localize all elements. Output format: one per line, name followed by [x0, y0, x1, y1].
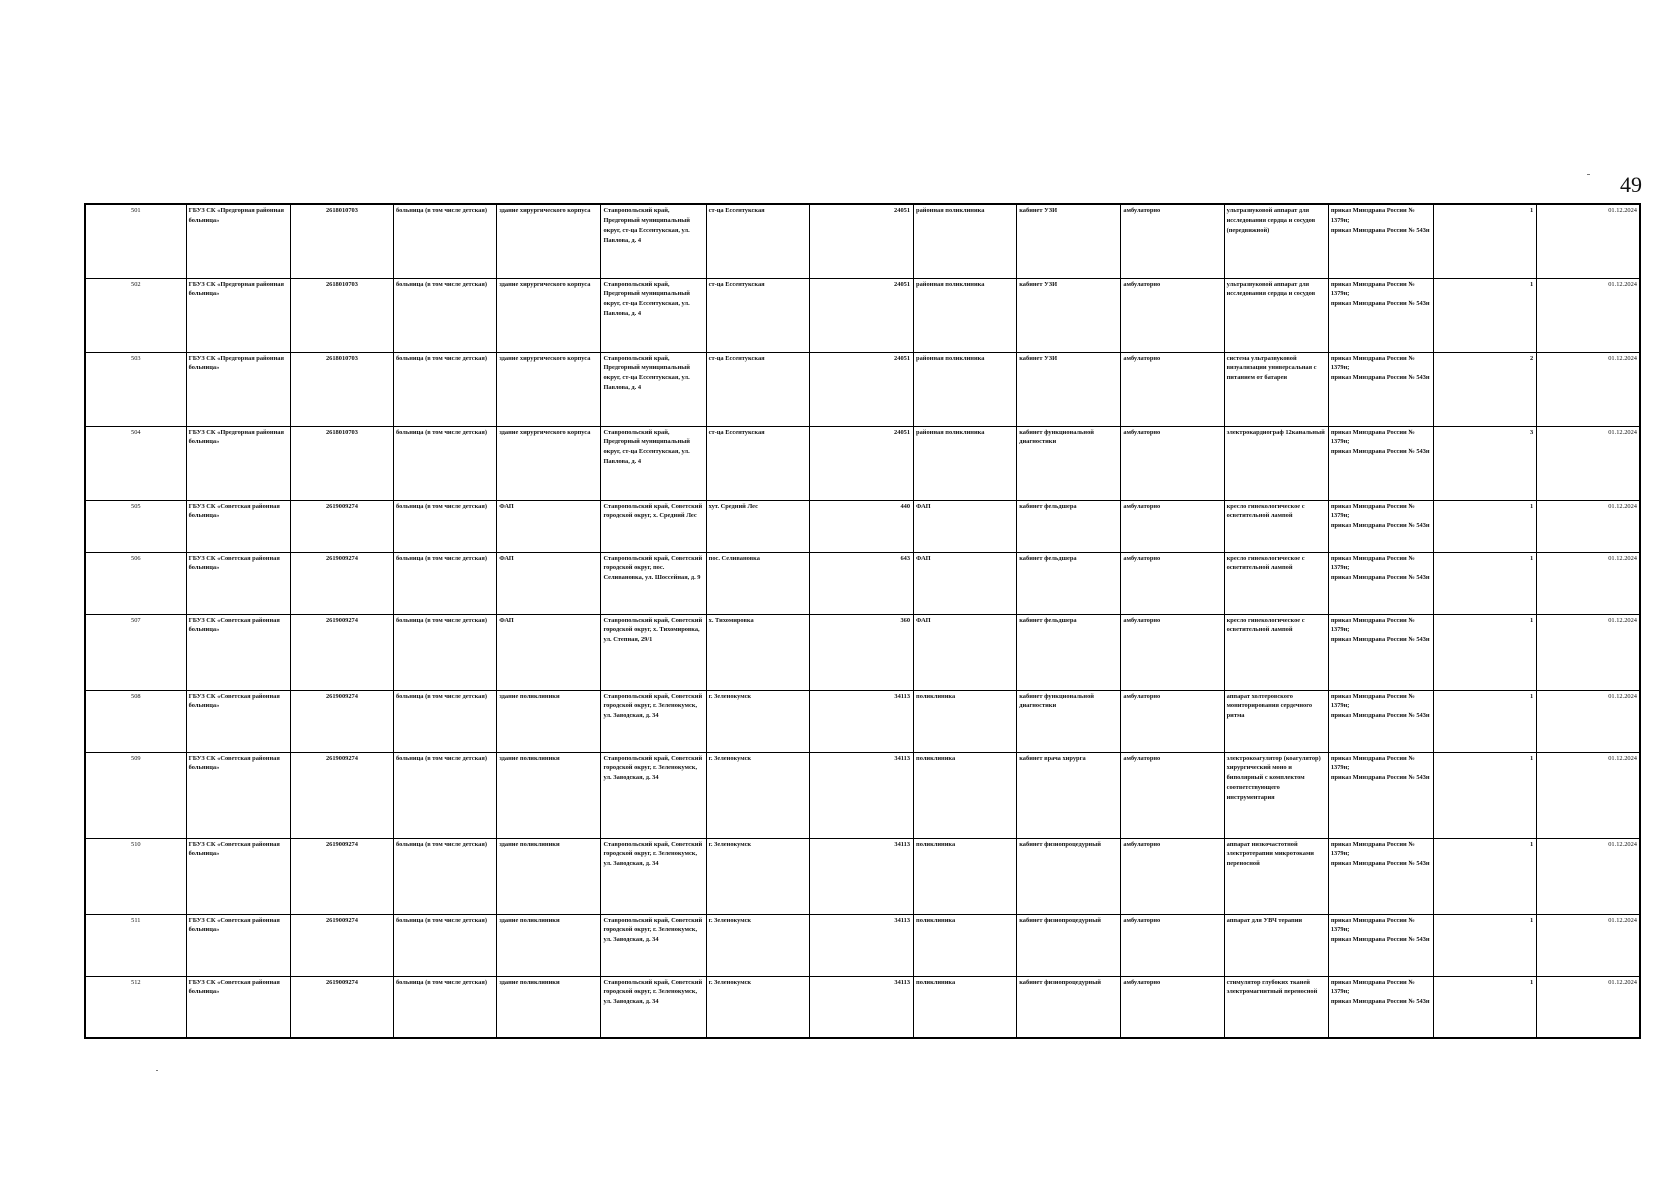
- organization-name-cell: ГБУЗ СК «Предгорная районная больница»: [186, 352, 290, 426]
- room-name-cell: кабинет физиопроцедурный: [1017, 976, 1121, 1038]
- date-cell: 01.12.2024: [1537, 500, 1640, 552]
- unit-name-cell: ФАП: [914, 614, 1017, 690]
- organization-name-cell: ГБУЗ СК «Советская районная больница»: [186, 976, 290, 1038]
- institution-type-cell: больница (в том числе детская): [394, 426, 497, 500]
- order-1379: приказ Минздрава России № 1379н;: [1330, 502, 1415, 520]
- row-number-cell: 511: [85, 914, 186, 976]
- order-1379: приказ Минздрава России № 1379н;: [1330, 616, 1415, 634]
- unit-name-cell: ФАП: [914, 552, 1017, 614]
- organization-name-cell: ГБУЗ СК «Советская районная больница»: [186, 752, 290, 838]
- care-mode-cell: амбулаторно: [1121, 752, 1224, 838]
- order-references-cell: [1328, 278, 1433, 352]
- organization-name-cell: ГБУЗ СК «Советская районная больница»: [186, 690, 290, 752]
- table-row: [85, 690, 1640, 752]
- inn-code-cell: 2619009274: [290, 838, 393, 914]
- room-name-cell: кабинет физиопроцедурный: [1017, 914, 1121, 976]
- unit-name-cell: поликлиника: [914, 914, 1017, 976]
- unit-name-cell: поликлиника: [914, 752, 1017, 838]
- locality-cell: х. Тихомировка: [706, 614, 809, 690]
- scan-speck: [1587, 174, 1590, 175]
- population-cell: 24051: [809, 278, 913, 352]
- equipment-name-cell: стимулятор глубоких тканей электромагнитный переносной: [1224, 976, 1328, 1038]
- institution-type-cell: больница (в том числе детская): [394, 838, 497, 914]
- address-cell: Ставропольский край, Предгорный муниципальный округ, ст-ца Ессентукская, ул. Павлова, д. 4: [601, 352, 706, 426]
- date-cell: 01.12.2024: [1537, 976, 1640, 1038]
- equipment-registry-table: [84, 203, 1641, 1039]
- unit-name-cell: ФАП: [914, 500, 1017, 552]
- institution-type-cell: больница (в том числе детская): [394, 976, 497, 1038]
- organization-name-cell: ГБУЗ СК «Советская районная больница»: [186, 838, 290, 914]
- locality-cell: ст-ца Ессентукская: [706, 278, 809, 352]
- unit-name-cell: районная поликлиника: [914, 352, 1017, 426]
- building-name-cell: здание поликлиники: [497, 690, 601, 752]
- order-references-cell: [1328, 552, 1433, 614]
- quantity-cell: 1: [1434, 976, 1537, 1038]
- room-name-cell: кабинет функциональной диагностики: [1017, 426, 1121, 500]
- population-cell: 34113: [809, 690, 913, 752]
- table-row: [85, 838, 1640, 914]
- organization-name-cell: ГБУЗ СК «Советская районная больница»: [186, 500, 290, 552]
- building-name-cell: ФАП: [497, 552, 601, 614]
- room-name-cell: кабинет УЗИ: [1017, 204, 1121, 278]
- order-543: приказ Минздрава России № 543н: [1330, 448, 1430, 456]
- order-references-cell: [1328, 838, 1433, 914]
- order-1379: приказ Минздрава России № 1379н;: [1330, 840, 1415, 858]
- inn-code-cell: 2619009274: [290, 614, 393, 690]
- quantity-cell: 1: [1434, 204, 1537, 278]
- locality-cell: г. Зеленокумск: [706, 914, 809, 976]
- table-row: [85, 204, 1640, 278]
- equipment-name-cell: аппарат для УВЧ терапии: [1224, 914, 1328, 976]
- population-cell: 34113: [809, 838, 913, 914]
- building-name-cell: ФАП: [497, 614, 601, 690]
- order-1379: приказ Минздрава России № 1379н;: [1330, 280, 1415, 298]
- row-number-cell: 509: [85, 752, 186, 838]
- order-543: приказ Минздрава России № 543н: [1330, 574, 1430, 582]
- population-cell: 24051: [809, 204, 913, 278]
- room-name-cell: кабинет функциональной диагностики: [1017, 690, 1121, 752]
- organization-name-cell: ГБУЗ СК «Предгорная районная больница»: [186, 204, 290, 278]
- room-name-cell: кабинет фельдшера: [1017, 500, 1121, 552]
- unit-name-cell: районная поликлиника: [914, 204, 1017, 278]
- row-number-cell: 505: [85, 500, 186, 552]
- order-543: приказ Минздрава России № 543н: [1330, 300, 1430, 308]
- order-543: приказ Минздрава России № 543н: [1330, 522, 1430, 530]
- date-cell: 01.12.2024: [1537, 352, 1640, 426]
- order-543: приказ Минздрава России № 543н: [1330, 998, 1430, 1006]
- institution-type-cell: больница (в том числе детская): [394, 204, 497, 278]
- address-cell: Ставропольский край, Советский городской округ, г. Зеленокумск, ул. Заводская, д. 34: [601, 838, 706, 914]
- table-row: [85, 976, 1640, 1038]
- equipment-name-cell: кресло гинекологическое с осветительной лампой: [1224, 552, 1328, 614]
- care-mode-cell: амбулаторно: [1121, 838, 1224, 914]
- date-cell: 01.12.2024: [1537, 278, 1640, 352]
- table-row: [85, 914, 1640, 976]
- institution-type-cell: больница (в том числе детская): [394, 352, 497, 426]
- population-cell: 24051: [809, 352, 913, 426]
- order-543: приказ Минздрава России № 543н: [1330, 936, 1430, 944]
- table-row: [85, 500, 1640, 552]
- room-name-cell: кабинет УЗИ: [1017, 278, 1121, 352]
- institution-type-cell: больница (в том числе детская): [394, 278, 497, 352]
- address-cell: Ставропольский край, Предгорный муниципальный округ, ст-ца Ессентукская, ул. Павлова, д. 4: [601, 278, 706, 352]
- quantity-cell: 1: [1434, 690, 1537, 752]
- table-row: [85, 352, 1640, 426]
- table-row: [85, 278, 1640, 352]
- population-cell: 34113: [809, 914, 913, 976]
- building-name-cell: здание хирургического корпуса: [497, 352, 601, 426]
- inn-code-cell: 2619009274: [290, 976, 393, 1038]
- institution-type-cell: больница (в том числе детская): [394, 614, 497, 690]
- organization-name-cell: ГБУЗ СК «Предгорная районная больница»: [186, 426, 290, 500]
- organization-name-cell: ГБУЗ СК «Предгорная районная больница»: [186, 278, 290, 352]
- locality-cell: ст-ца Ессентукская: [706, 426, 809, 500]
- care-mode-cell: амбулаторно: [1121, 426, 1224, 500]
- date-cell: 01.12.2024: [1537, 914, 1640, 976]
- address-cell: Ставропольский край, Предгорный муниципальный округ, ст-ца Ессентукская, ул. Павлова, д. 4: [601, 204, 706, 278]
- institution-type-cell: больница (в том числе детская): [394, 500, 497, 552]
- quantity-cell: 1: [1434, 552, 1537, 614]
- care-mode-cell: амбулаторно: [1121, 976, 1224, 1038]
- organization-name-cell: ГБУЗ СК «Советская районная больница»: [186, 552, 290, 614]
- population-cell: 360: [809, 614, 913, 690]
- locality-cell: г. Зеленокумск: [706, 690, 809, 752]
- order-references-cell: [1328, 614, 1433, 690]
- order-references-cell: [1328, 426, 1433, 500]
- institution-type-cell: больница (в том числе детская): [394, 914, 497, 976]
- population-cell: 24051: [809, 426, 913, 500]
- quantity-cell: 3: [1434, 426, 1537, 500]
- order-1379: приказ Минздрава России № 1379н;: [1330, 207, 1415, 224]
- order-543: приказ Минздрава России № 543н: [1330, 374, 1430, 382]
- equipment-name-cell: ультразвуковой аппарат для исследования сердца и сосудов: [1224, 278, 1328, 352]
- order-1379: приказ Минздрава России № 1379н;: [1330, 428, 1415, 446]
- room-name-cell: кабинет врача хирурга: [1017, 752, 1121, 838]
- unit-name-cell: районная поликлиника: [914, 426, 1017, 500]
- inn-code-cell: 2618010703: [290, 426, 393, 500]
- organization-name-cell: ГБУЗ СК «Советская районная больница»: [186, 614, 290, 690]
- address-cell: Ставропольский край, Советский городской округ, пос. Селивановка, ул. Шоссейная, д. 9: [601, 552, 706, 614]
- locality-cell: г. Зеленокумск: [706, 752, 809, 838]
- unit-name-cell: районная поликлиника: [914, 278, 1017, 352]
- inn-code-cell: 2618010703: [290, 204, 393, 278]
- institution-type-cell: больница (в том числе детская): [394, 690, 497, 752]
- equipment-name-cell: кресло гинекологическое с осветительной лампой: [1224, 614, 1328, 690]
- order-543: приказ Минздрава России № 543н: [1330, 226, 1430, 234]
- order-1379: приказ Минздрава России № 1379н;: [1330, 354, 1415, 372]
- inn-code-cell: 2619009274: [290, 914, 393, 976]
- row-number-cell: 507: [85, 614, 186, 690]
- row-number-cell: 501: [85, 204, 186, 278]
- institution-type-cell: больница (в том числе детская): [394, 752, 497, 838]
- row-number-cell: 512: [85, 976, 186, 1038]
- date-cell: 01.12.2024: [1537, 752, 1640, 838]
- equipment-name-cell: аппарат низкочастотной электротерапии микротоками переносной: [1224, 838, 1328, 914]
- care-mode-cell: амбулаторно: [1121, 352, 1224, 426]
- building-name-cell: здание поликлиники: [497, 752, 601, 838]
- date-cell: 01.12.2024: [1537, 838, 1640, 914]
- quantity-cell: 1: [1434, 500, 1537, 552]
- date-cell: 01.12.2024: [1537, 204, 1640, 278]
- equipment-name-cell: кресло гинекологическое с осветительной лампой: [1224, 500, 1328, 552]
- equipment-name-cell: ультразвуковой аппарат для исследования сердца и сосудов (передвижной): [1224, 204, 1328, 278]
- table-row: [85, 426, 1640, 500]
- order-1379: приказ Минздрава России № 1379н;: [1330, 554, 1415, 572]
- building-name-cell: здание хирургического корпуса: [497, 278, 601, 352]
- room-name-cell: кабинет фельдшера: [1017, 552, 1121, 614]
- locality-cell: хут. Средний Лес: [706, 500, 809, 552]
- building-name-cell: здание хирургического корпуса: [497, 204, 601, 278]
- building-name-cell: ФАП: [497, 500, 601, 552]
- quantity-cell: 1: [1434, 752, 1537, 838]
- room-name-cell: кабинет фельдшера: [1017, 614, 1121, 690]
- scan-speck: [156, 1070, 158, 1071]
- order-references-cell: [1328, 690, 1433, 752]
- date-cell: 01.12.2024: [1537, 426, 1640, 500]
- quantity-cell: 1: [1434, 614, 1537, 690]
- row-number-cell: 506: [85, 552, 186, 614]
- address-cell: Ставропольский край, Советский городской округ, г. Зеленокумск, ул. Заводская, д. 34: [601, 752, 706, 838]
- order-references-cell: [1328, 752, 1433, 838]
- row-number-cell: 510: [85, 838, 186, 914]
- locality-cell: ст-ца Ессентукская: [706, 204, 809, 278]
- quantity-cell: 1: [1434, 278, 1537, 352]
- building-name-cell: здание поликлиники: [497, 914, 601, 976]
- population-cell: 643: [809, 552, 913, 614]
- address-cell: Ставропольский край, Предгорный муниципальный округ, ст-ца Ессентукская, ул. Павлова, д. 4: [601, 426, 706, 500]
- date-cell: 01.12.2024: [1537, 614, 1640, 690]
- order-references-cell: [1328, 204, 1433, 278]
- address-cell: Ставропольский край, Советский городской округ, х. Тихомировка, ул. Степная, 29/1: [601, 614, 706, 690]
- building-name-cell: здание поликлиники: [497, 976, 601, 1038]
- order-543: приказ Минздрава России № 543н: [1330, 712, 1430, 720]
- care-mode-cell: амбулаторно: [1121, 914, 1224, 976]
- row-number-cell: 508: [85, 690, 186, 752]
- row-number-cell: 504: [85, 426, 186, 500]
- page-number: 49: [1620, 172, 1642, 197]
- order-references-cell: [1328, 914, 1433, 976]
- locality-cell: г. Зеленокумск: [706, 976, 809, 1038]
- address-cell: Ставропольский край, Советский городской округ, г. Зеленокумск, ул. Заводская, д. 34: [601, 690, 706, 752]
- organization-name-cell: ГБУЗ СК «Советская районная больница»: [186, 914, 290, 976]
- institution-type-cell: больница (в том числе детская): [394, 552, 497, 614]
- locality-cell: пос. Селивановка: [706, 552, 809, 614]
- equipment-name-cell: аппарат холтеровского мониторирования сердечного ритма: [1224, 690, 1328, 752]
- row-number-cell: 502: [85, 278, 186, 352]
- order-references-cell: [1328, 500, 1433, 552]
- order-1379: приказ Минздрава России № 1379н;: [1330, 916, 1415, 934]
- room-name-cell: кабинет физиопроцедурный: [1017, 838, 1121, 914]
- locality-cell: ст-ца Ессентукская: [706, 352, 809, 426]
- order-1379: приказ Минздрава России № 1379н;: [1330, 692, 1415, 710]
- quantity-cell: 1: [1434, 914, 1537, 976]
- unit-name-cell: поликлиника: [914, 976, 1017, 1038]
- table-row: [85, 614, 1640, 690]
- inn-code-cell: 2619009274: [290, 690, 393, 752]
- row-number-cell: 503: [85, 352, 186, 426]
- address-cell: Ставропольский край, Советский городской округ, г. Зеленокумск, ул. Заводская, д. 34: [601, 976, 706, 1038]
- inn-code-cell: 2619009274: [290, 752, 393, 838]
- care-mode-cell: амбулаторно: [1121, 552, 1224, 614]
- inn-code-cell: 2619009274: [290, 552, 393, 614]
- inn-code-cell: 2618010703: [290, 352, 393, 426]
- quantity-cell: 1: [1434, 838, 1537, 914]
- population-cell: 34113: [809, 976, 913, 1038]
- care-mode-cell: амбулаторно: [1121, 204, 1224, 278]
- table-row: [85, 752, 1640, 838]
- date-cell: 01.12.2024: [1537, 552, 1640, 614]
- address-cell: Ставропольский край, Советский городской округ, х. Средний Лес: [601, 500, 706, 552]
- order-543: приказ Минздрава России № 543н: [1330, 774, 1430, 782]
- date-cell: 01.12.2024: [1537, 690, 1640, 752]
- care-mode-cell: амбулаторно: [1121, 690, 1224, 752]
- unit-name-cell: поликлиника: [914, 838, 1017, 914]
- equipment-name-cell: электрокардиограф 12канальный: [1224, 426, 1328, 500]
- quantity-cell: 2: [1434, 352, 1537, 426]
- population-cell: 440: [809, 500, 913, 552]
- population-cell: 34113: [809, 752, 913, 838]
- order-references-cell: [1328, 976, 1433, 1038]
- equipment-name-cell: система ультразвуковой визуализации универсальная с питанием от батареи: [1224, 352, 1328, 426]
- building-name-cell: здание хирургического корпуса: [497, 426, 601, 500]
- unit-name-cell: поликлиника: [914, 690, 1017, 752]
- care-mode-cell: амбулаторно: [1121, 500, 1224, 552]
- room-name-cell: кабинет УЗИ: [1017, 352, 1121, 426]
- care-mode-cell: амбулаторно: [1121, 614, 1224, 690]
- order-1379: приказ Минздрава России № 1379н;: [1330, 754, 1415, 772]
- locality-cell: г. Зеленокумск: [706, 838, 809, 914]
- inn-code-cell: 2618010703: [290, 278, 393, 352]
- equipment-name-cell: электрокоагулятор (коагулятор) хирургический моно и биполярный с комплектом соответствующего инструментария: [1224, 752, 1328, 838]
- order-543: приказ Минздрава России № 543н: [1330, 636, 1430, 644]
- building-name-cell: здание поликлиники: [497, 838, 601, 914]
- order-1379: приказ Минздрава России № 1379н;: [1330, 978, 1415, 996]
- table-row: [85, 552, 1640, 614]
- order-references-cell: [1328, 352, 1433, 426]
- address-cell: Ставропольский край, Советский городской округ, г. Зеленокумск, ул. Заводская, д. 34: [601, 914, 706, 976]
- care-mode-cell: амбулаторно: [1121, 278, 1224, 352]
- order-543: приказ Минздрава России № 543н: [1330, 860, 1430, 868]
- inn-code-cell: 2619009274: [290, 500, 393, 552]
